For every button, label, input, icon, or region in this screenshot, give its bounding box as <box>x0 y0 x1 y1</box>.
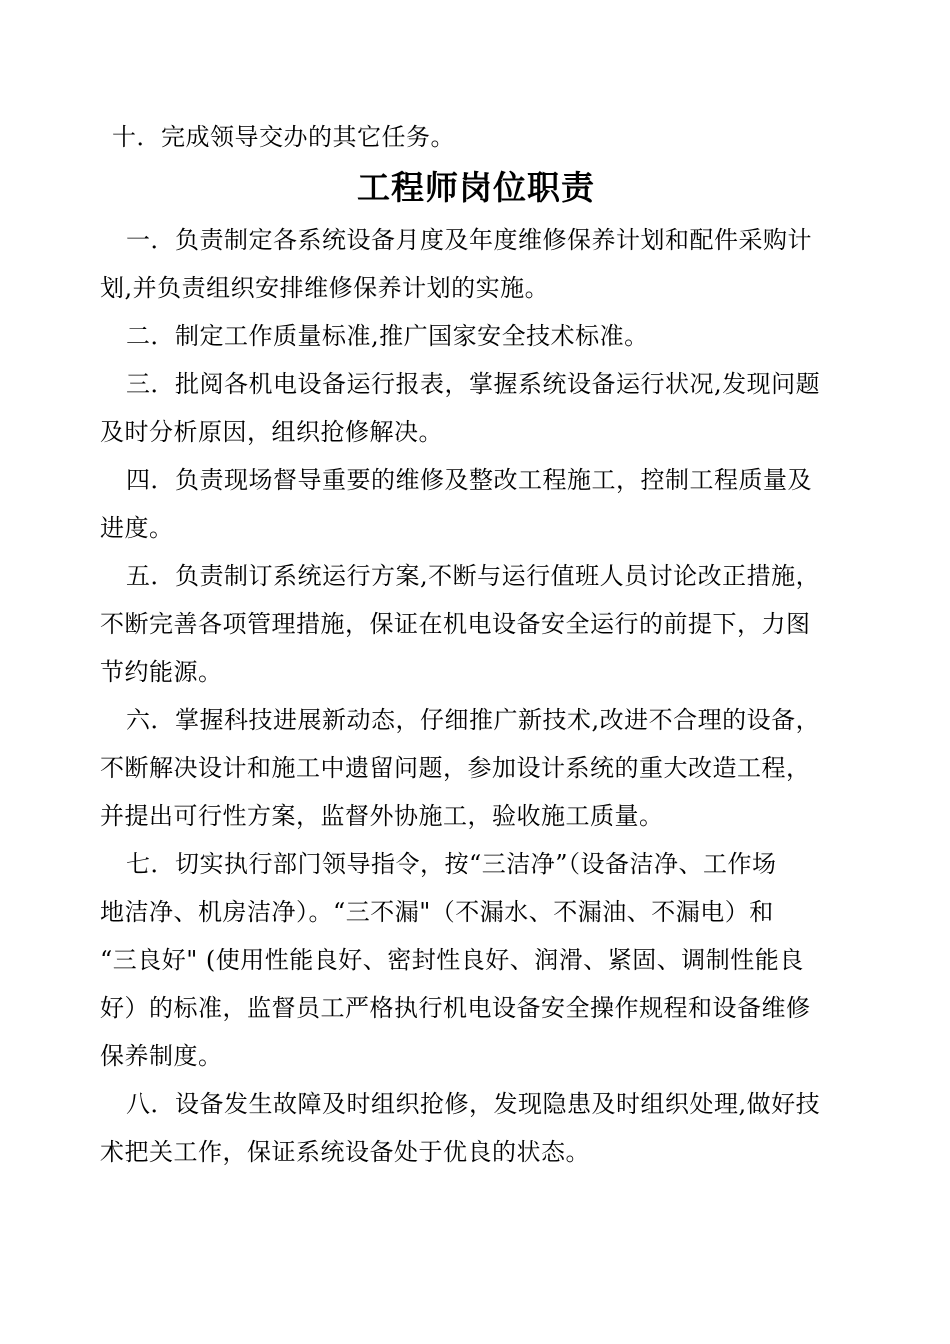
duty-line: 一．负责制定各系统设备月度及年度维修保养计划和配件采购计 <box>126 226 812 254</box>
duty-line: 六．掌握科技进展新动态，仔细推广新技术,改进不合理的设备， <box>126 706 821 734</box>
duty-line: 三．批阅各机电设备运行报表，掌握系统设备运行状况,发现问题 <box>126 370 821 398</box>
duty-line: 五．负责制订系统运行方案,不断与运行值班人员讨论改正措施， <box>126 562 821 590</box>
duty-line: 节约能源。 <box>100 658 223 686</box>
duty-line: 八．设备发生故障及时组织抢修，发现隐患及时组织处理,做好技 <box>126 1090 821 1118</box>
duty-item <box>100 1080 852 1176</box>
document-page <box>100 114 852 1176</box>
duty-line: 四．负责现场督导重要的维修及整改工程施工，控制工程质量及 <box>126 466 812 494</box>
duty-line: 并提出可行性方案，监督外协施工，验收施工质量。 <box>100 802 664 830</box>
previous-section-item: 十．完成领导交办的其它任务。 <box>112 123 455 151</box>
duty-list <box>100 216 852 1176</box>
duty-item <box>100 840 852 1080</box>
duty-item <box>100 456 852 552</box>
duty-line: 进度。 <box>100 514 174 542</box>
duty-line: 地洁净、机房洁净）。“三不漏"（不漏水、不漏油、不漏电）和 <box>100 898 774 926</box>
duty-line: 保养制度。 <box>100 1042 223 1070</box>
duty-line: 术把关工作，保证系统设备处于优良的状态。 <box>100 1138 590 1166</box>
duty-item <box>100 216 852 312</box>
duty-line: 二．制定工作质量标准,推广国家安全技术标准。 <box>126 322 649 350</box>
duty-line: 及时分析原因，组织抢修解决。 <box>100 418 443 446</box>
duty-line: 不断完善各项管理措施，保证在机电设备安全运行的前提下，力图 <box>100 610 811 638</box>
duty-item <box>100 696 852 840</box>
duty-line: 七．切实执行部门领导指令，按“三洁净”（设备洁净、工作场 <box>126 850 777 878</box>
page-title: 工程师岗位职责 <box>357 168 595 207</box>
duty-line: 划,并负责组织安排维修保养计划的实施。 <box>100 274 550 302</box>
duty-line: 好）的标准，监督员工严格执行机电设备安全操作规程和设备维修 <box>100 994 811 1022</box>
duty-item <box>100 360 852 456</box>
duty-item <box>100 312 852 360</box>
duty-item <box>100 552 852 696</box>
duty-line: 不断解决设计和施工中遗留问题，参加设计系统的重大改造工程， <box>100 754 811 782</box>
duty-line: “三良好" (使用性能良好、密封性良好、润滑、紧固、调制性能良 <box>100 946 804 974</box>
